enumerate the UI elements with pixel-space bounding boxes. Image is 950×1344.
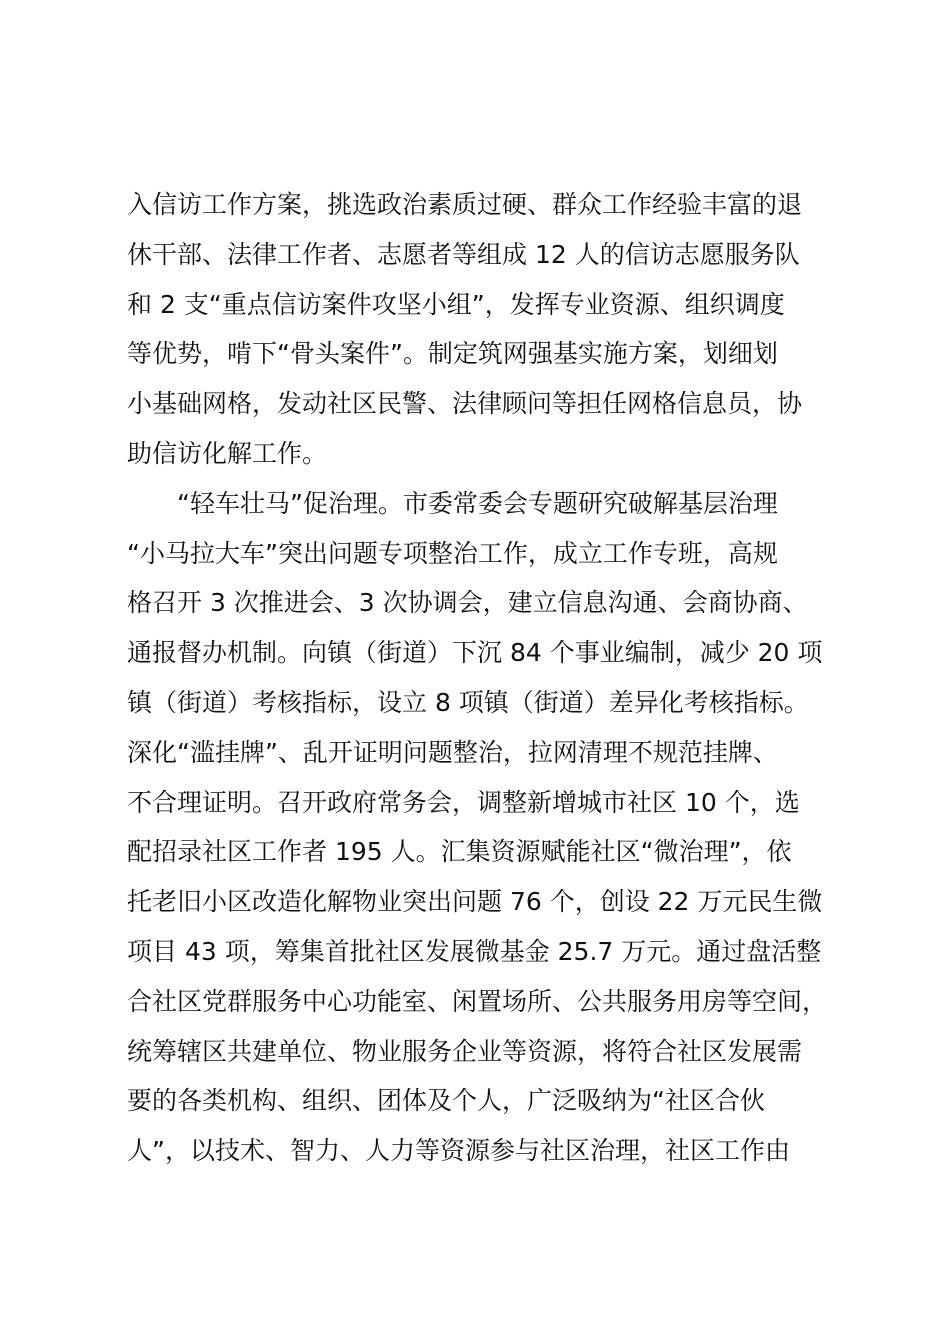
text-line: 人”，以技术、智力、人力等资源参与社区治理，社区工作由 (127, 1136, 790, 1166)
text-line: 等优势，啃下“骨头案件”。制定筑网强基实施方案，划细划 (127, 339, 778, 369)
text-line: 小基础网格，发动社区民警、法律顾问等担任网格信息员，协 (127, 389, 803, 419)
text-line: 不合理证明。召开政府常务会，调整新增城市社区 10 个，选 (127, 787, 800, 817)
text-line: 配招录社区工作者 195 人。汇集资源赋能社区“微治理”，依 (127, 837, 792, 867)
text-line: 托老旧小区改造化解物业突出问题 76 个，创设 22 万元民生微 (127, 887, 823, 917)
text-line: 深化“滥挂牌”、乱开证明问题整治，拉网清理不规范挂牌、 (127, 737, 778, 767)
text-line: 助信访化解工作。 (127, 438, 328, 468)
section-heading-line: “轻车壮马”促治理。市委常委会专题研究破解基层治理 (127, 488, 778, 518)
text-line: 休干部、法律工作者、志愿者等组成 12 人的信访志愿服务队 (127, 239, 800, 269)
text-line: 要的各类机构、组织、团体及个人，广泛吸纳为“社区合伙 (127, 1086, 765, 1116)
text-line: 通报督办机制。向镇（街道）下沉 84 个事业编制，减少 20 项 (127, 638, 823, 668)
body-text (127, 180, 837, 1176)
text-line: 合社区党群服务中心功能室、闲置场所、公共服务用房等空间， (127, 986, 828, 1016)
text-line: 入信访工作方案，挑选政治素质过硬、群众工作经验丰富的退 (127, 190, 803, 219)
text-line: 统筹辖区共建单位、物业服务企业等资源，将符合社区发展需 (127, 1036, 803, 1066)
text-line: 格召开 3 次推进会、3 次协调会，建立信息沟通、会商协商、 (127, 588, 808, 618)
text-line: 镇（街道）考核指标，设立 8 项镇（街道）差异化考核指标。 (127, 687, 809, 717)
text-line: “小马拉大车”突出问题专项整治工作，成立工作专班，高规 (127, 538, 778, 568)
text-line: 项目 43 项，筹集首批社区发展微基金 25.7 万元。通过盘活整 (127, 936, 822, 966)
text-line: 和 2 支“重点信访案件攻坚小组”，发挥专业资源、组织调度 (127, 289, 785, 319)
